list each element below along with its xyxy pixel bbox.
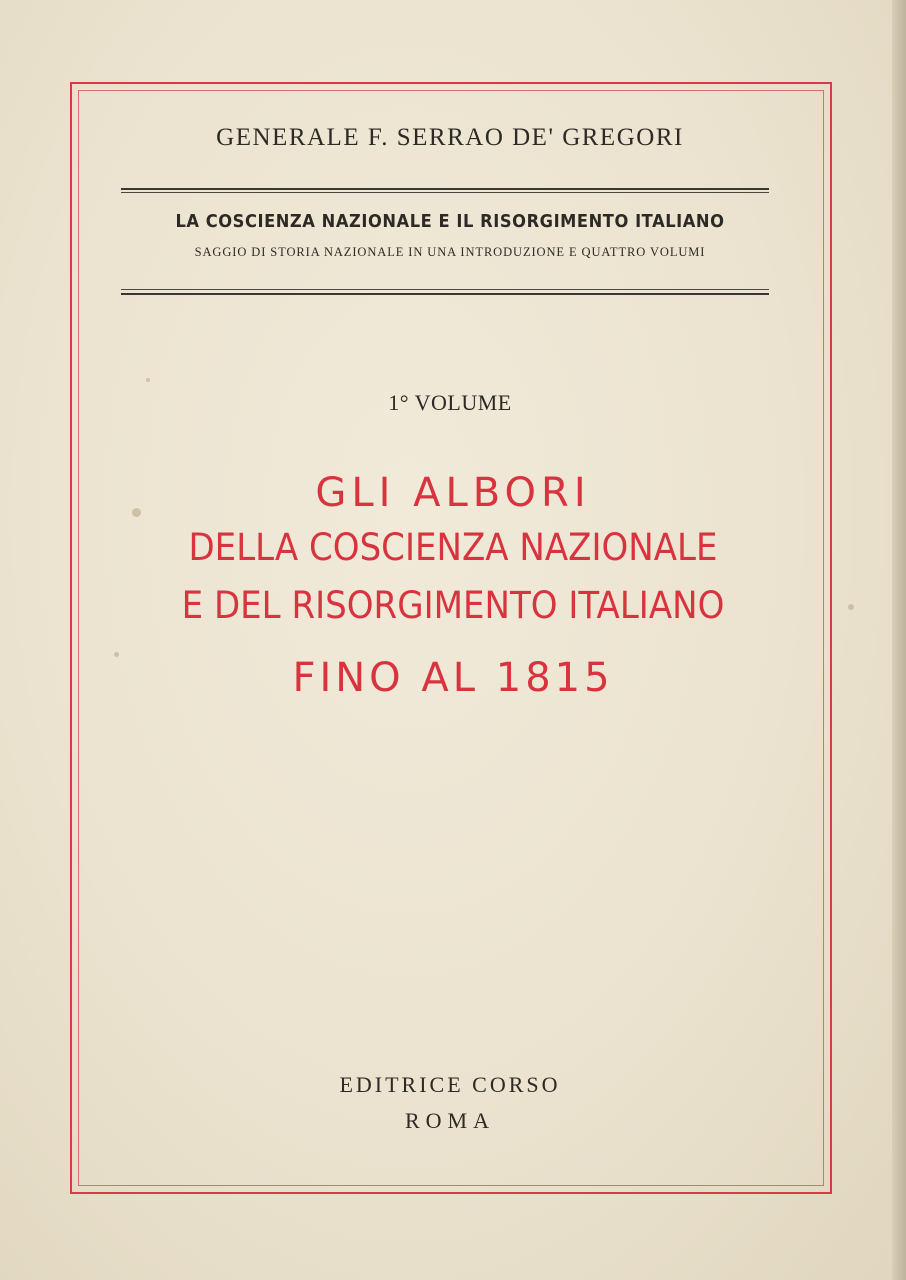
title-line-4: FINO AL 1815: [292, 655, 614, 701]
title-line-3: E DEL RISORGIMENTO ITALIANO: [181, 584, 725, 627]
page-edge: [892, 0, 906, 1280]
divider-top: [121, 188, 769, 190]
publisher-city: ROMA: [404, 1108, 495, 1133]
title-line-2: DELLA COSCIENZA NAZIONALE: [188, 526, 718, 569]
divider-bottom-thin: [121, 289, 769, 290]
paper-stain: [848, 604, 854, 610]
divider-top-thin: [121, 192, 769, 193]
series-title: LA COSCIENZA NAZIONALE E IL RISORGIMENTO ITALIANO: [175, 212, 725, 232]
series-subtitle: SAGGIO DI STORIA NAZIONALE IN UNA INTRODUZIONE E QUATTRO VOLUMI: [194, 245, 706, 259]
publisher-name: EDITRICE CORSO: [339, 1072, 561, 1097]
volume-number: 1° VOLUME: [388, 390, 512, 415]
author-name: GENERALE F. SERRAO DE' GREGORI: [216, 124, 684, 151]
divider-bottom: [121, 293, 769, 295]
title-line-1: GLI ALBORI: [315, 470, 591, 516]
